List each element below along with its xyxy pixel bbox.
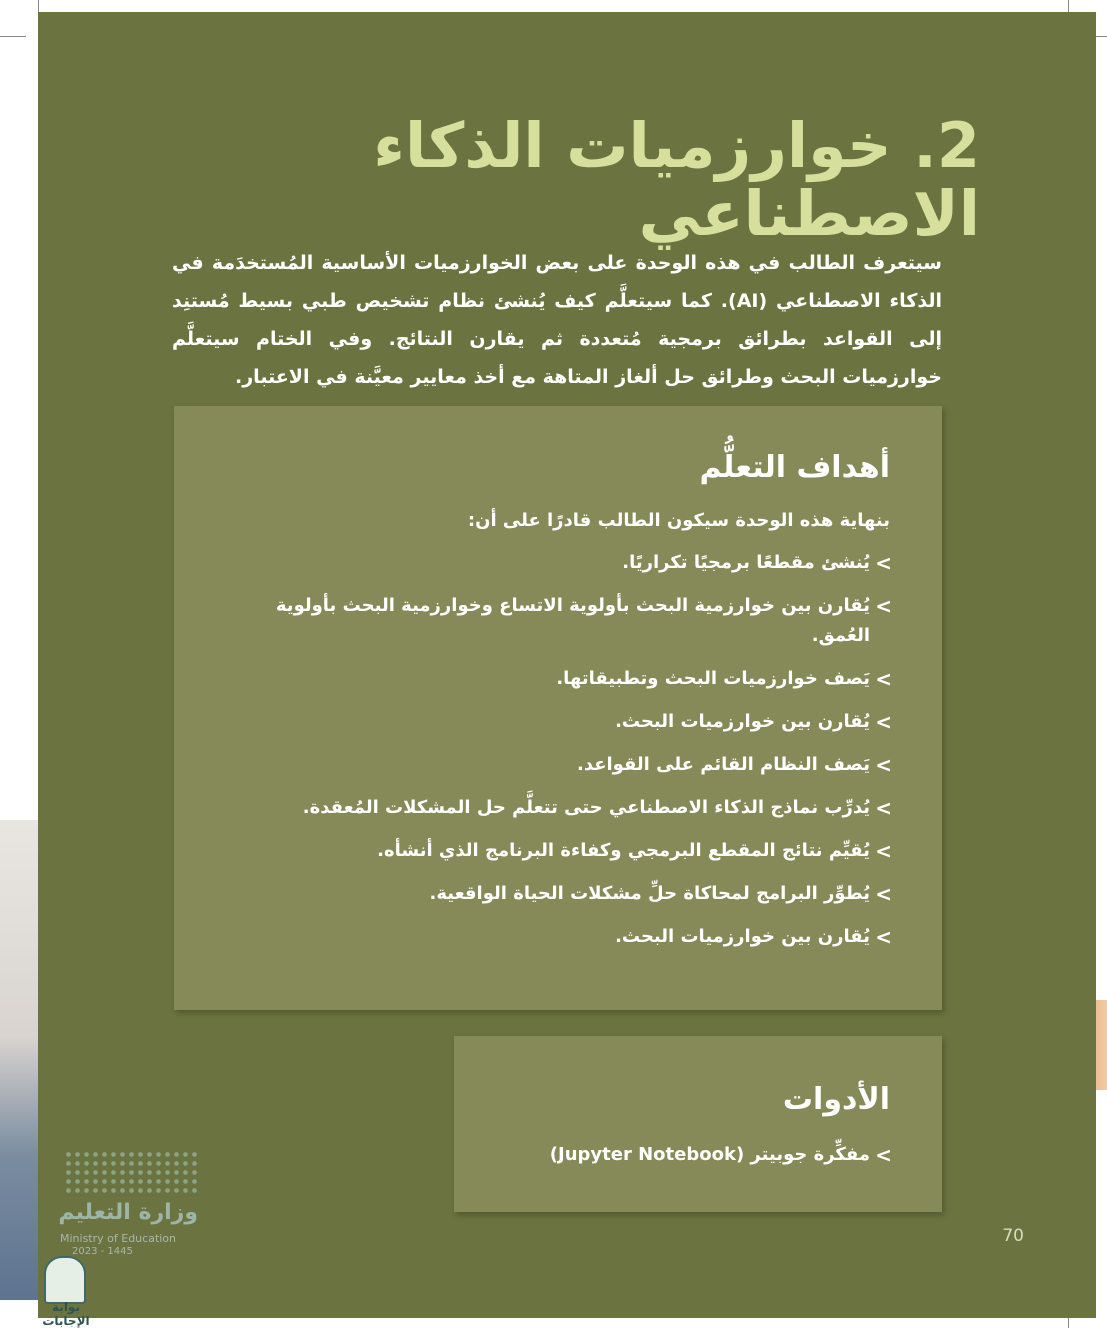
background-photo-left [0, 820, 40, 1300]
chevron-right-icon: > [875, 839, 892, 863]
logo-english-text: Ministry of Education [60, 1232, 177, 1245]
list-item [212, 664, 892, 694]
chevron-right-icon: > [875, 925, 892, 949]
textbook-page [38, 12, 1096, 1318]
list-item [212, 591, 892, 651]
objectives-heading: أهداف التعلُّم [699, 450, 890, 485]
list-item [212, 793, 892, 823]
tools-list [472, 1140, 892, 1170]
watermark [30, 1256, 102, 1328]
objective-text: يُقارن بين خوارزمية البحث بأولوية الاتساع وخوارزمية البحث بأولوية العُمق. [275, 595, 870, 646]
learning-objectives-box [174, 406, 942, 1010]
crop-mark [1068, 0, 1069, 12]
objective-text: يَصف خوارزميات البحث وتطبيقاتها. [556, 668, 870, 689]
watermark-text: بوابة الإجابات [42, 1300, 90, 1328]
objective-text: يُقارن بين خوارزميات البحث. [615, 926, 870, 947]
objective-text: يُنشئ مقطعًا برمجيًا تكراريًا. [622, 552, 870, 573]
list-item [212, 879, 892, 909]
tools-heading: الأدوات [782, 1082, 890, 1117]
chevron-right-icon: > [875, 882, 892, 906]
tools-box [454, 1036, 942, 1212]
page-title: 2. خوارزميات الذكاء الاصطناعي [373, 109, 980, 251]
chevron-right-icon: > [875, 551, 892, 575]
ministry-logo [58, 1150, 208, 1270]
list-item [212, 750, 892, 780]
chevron-right-icon: > [875, 667, 892, 691]
page-number: 70 [1002, 1226, 1024, 1246]
crop-mark [38, 0, 39, 12]
objective-text: يُطوِّر البرامج لمحاكاة حلِّ مشكلات الحياة الواقعية. [429, 883, 870, 904]
chevron-right-icon: > [875, 594, 892, 618]
objective-text: يُقيِّم نتائج المقطع البرمجي وكفاءة البرنامج الذي أنشأه. [377, 840, 870, 861]
objectives-list [212, 548, 892, 965]
logo-year-text: 2023 - 1445 [72, 1246, 133, 1257]
crop-mark [1068, 1318, 1069, 1328]
list-item [212, 548, 892, 578]
chevron-right-icon: > [875, 796, 892, 820]
logo-arabic-text: وزارة التعليم [58, 1200, 198, 1225]
tool-text: مفكِّرة جوبيتر (Jupyter Notebook) [549, 1144, 870, 1165]
objective-text: يُقارن بين خوارزميات البحث. [615, 711, 870, 732]
chevron-right-icon: > [875, 710, 892, 734]
list-item [212, 922, 892, 952]
intro-paragraph: سيتعرف الطالب في هذه الوحدة على بعض الخوارزميات الأساسية المُستخدَمة في الذكاء الاصطناعي (AI). كما سيتعلَّم كيف يُنشئ نظام تشخيص طبي بسيط مُستنِد إلى القواعد بطرائق برمجية مُتعددة ثم يقارن النتائج. وفي الختام سيتعلَّم خوارزميات البحث وطرائق حل ألغاز المتاهة مع أخذ معايير معيَّنة في الاعتبار. [172, 252, 942, 388]
list-item [472, 1140, 892, 1170]
watermark-badge-icon [44, 1256, 86, 1304]
list-item [212, 707, 892, 737]
list-item [212, 836, 892, 866]
objective-text: يَصف النظام القائم على القواعد. [576, 754, 870, 775]
objectives-lead: بنهاية هذه الوحدة سيكون الطالب قادرًا على أن: [467, 510, 890, 531]
logo-dots-icon [64, 1150, 198, 1194]
objective-text: يُدرِّب نماذج الذكاء الاصطناعي حتى تتعلَّم حل المشكلات المُعقدة. [302, 797, 870, 818]
crop-mark [0, 36, 26, 37]
chevron-right-icon: > [875, 753, 892, 777]
chevron-right-icon: > [875, 1143, 892, 1167]
